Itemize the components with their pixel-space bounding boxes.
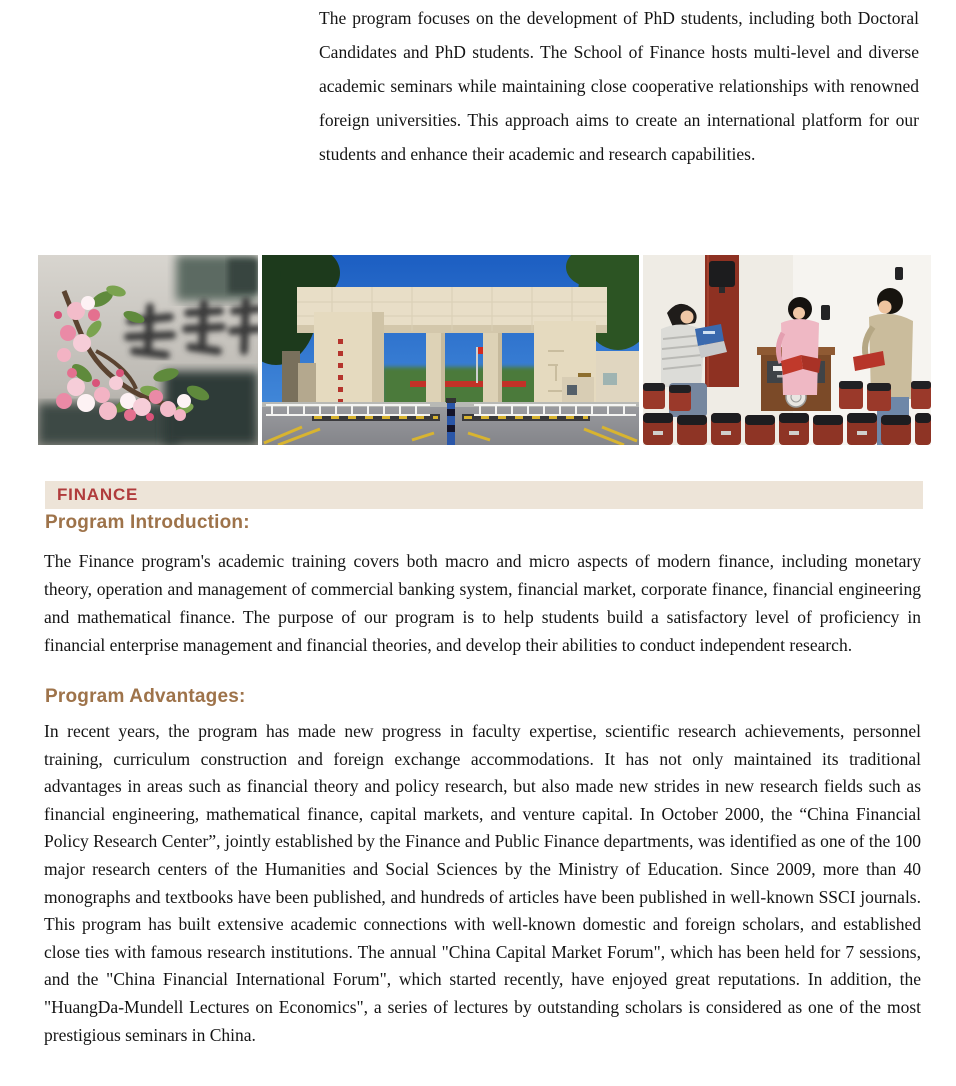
section-title: FINANCE: [57, 485, 139, 504]
photo-university-gate: [262, 255, 639, 445]
photo-campus-blossoms: [38, 255, 258, 445]
program-advantages-body: In recent years, the program has made new progress in faculty expertise, scientific research achievements, personnel training, curriculum construction and foreign exchange accommodations. It has not only maintained its traditional advantages in areas such as financial theory and policy research, but also made new strides in new research fields such as financial engineering, mathematical finance, capital markets, and venture capital. In October 2000, the “China Financial Policy Research Center”, jointly established by the Finance and Public Finance departments, was identified as one of the 100 major research centers of the Humanities and Social Sciences by the Ministry of Education. Since 2009, more than 40 monographs and textbooks have been published, and hundreds of articles have been published in well-known SSCI journals. This program has built extensive academic connections with well-known domestic and foreign scholars, and established close ties with famous research institutions. The annual "China Capital Market Forum", which has been held for 7 sessions, and the "China Financial International Forum", which started recently, have enjoyed great reputations. In addition, the "HuangDa-Mundell Lectures on Economics", a series of lectures by outstanding scholars is considered as one of the most prestigious seminars in China.: [44, 721, 921, 1045]
photo-row: [38, 255, 931, 445]
section-header-finance: [45, 481, 923, 509]
overview-paragraph: The program focuses on the development of PhD students, including both Doctoral Candidates and PhD students. The School of Finance hosts multi-level and diverse academic seminars while maintaining close cooperative relationships with renowned foreign universities. This approach aims to create an international platform for our students and enhance their academic and research capabilities.: [319, 8, 919, 164]
campus-blossoms-illustration: [38, 255, 258, 445]
program-introduction-body: The Finance program's academic training covers both macro and micro aspects of modern finance, including monetary theory, operation and management of commercial banking system, financial market, corporate finance, financial engineering and mathematical finance. The purpose of our program is to help students build a satisfactory level of proficiency in financial enterprise management and financial theories, and develop their abilities to conduct independent research.: [44, 551, 921, 655]
heading-program-advantages: Program Advantages:: [45, 686, 246, 707]
photo-students-discussion: [643, 255, 931, 445]
university-gate-illustration: [262, 255, 639, 445]
students-discussion-illustration: [643, 255, 931, 445]
heading-program-introduction: Program Introduction:: [45, 512, 250, 533]
